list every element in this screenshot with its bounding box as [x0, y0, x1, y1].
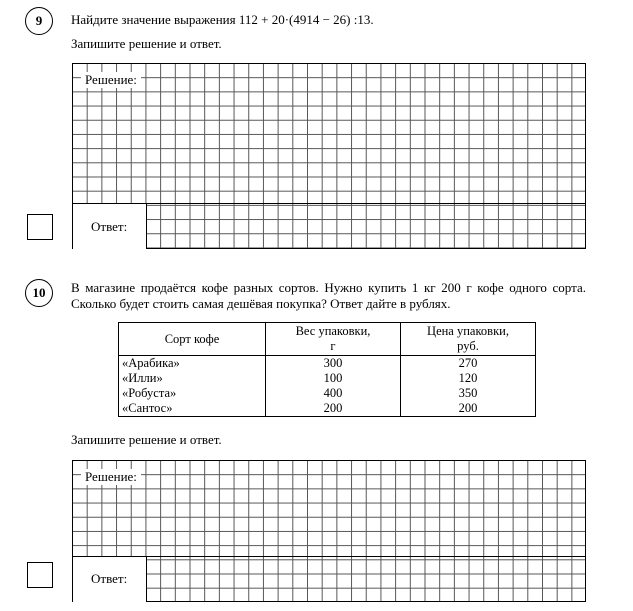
table-row — [119, 371, 536, 386]
task-10-number: 10 — [25, 279, 53, 307]
task-9-instruction: Запишите решение и ответ. — [71, 36, 222, 51]
coffee-table — [118, 322, 536, 417]
col-header-price: Цена упаковки, руб. — [401, 323, 536, 356]
table-row — [119, 401, 536, 417]
task-10-solution-label: Решение: — [81, 469, 141, 485]
cell-sort: «Сантос» — [119, 401, 266, 417]
cell-price: 200 — [401, 401, 536, 417]
cell-price: 120 — [401, 371, 536, 386]
cell-sort: «Арабика» — [119, 356, 266, 372]
col-header-weight: Вес упаковки, г — [266, 323, 401, 356]
task-9-answer-label: Ответ: — [87, 219, 131, 235]
cell-price: 350 — [401, 386, 536, 401]
task-9-answer-row — [73, 203, 585, 249]
cell-weight: 300 — [266, 356, 401, 372]
task-9-answer-box[interactable] — [27, 214, 53, 240]
col-header-sort: Сорт кофе — [119, 323, 266, 356]
cell-weight: 400 — [266, 386, 401, 401]
task-10-question-line2: Сколько будет стоить самая дешёвая покупка? Ответ дайте в рублях. — [71, 296, 451, 311]
cell-sort: «Илли» — [119, 371, 266, 386]
task-9-solution-label: Решение: — [81, 72, 141, 88]
table-row — [119, 356, 536, 372]
table-row — [119, 386, 536, 401]
task-10-instruction: Запишите решение и ответ. — [71, 432, 222, 447]
task-10-answer-label: Ответ: — [87, 571, 131, 587]
cell-sort: «Робуста» — [119, 386, 266, 401]
task-9-number: 9 — [25, 7, 53, 35]
task-10-solution-grid[interactable] — [72, 460, 586, 602]
task-9-solution-grid[interactable] — [72, 63, 586, 249]
task-10-answer-box[interactable] — [27, 562, 53, 588]
task-10-question-line1: В магазине продаётся кофе разных сортов. Нужно купить 1 кг 200 г кофе одного сорта. — [71, 280, 586, 295]
task-10-answer-row — [73, 556, 585, 602]
cell-weight: 200 — [266, 401, 401, 417]
cell-price: 270 — [401, 356, 536, 372]
cell-weight: 100 — [266, 371, 401, 386]
task-9-question: Найдите значение выражения 112 + 20·(4914 − 26) :13. — [71, 12, 374, 27]
